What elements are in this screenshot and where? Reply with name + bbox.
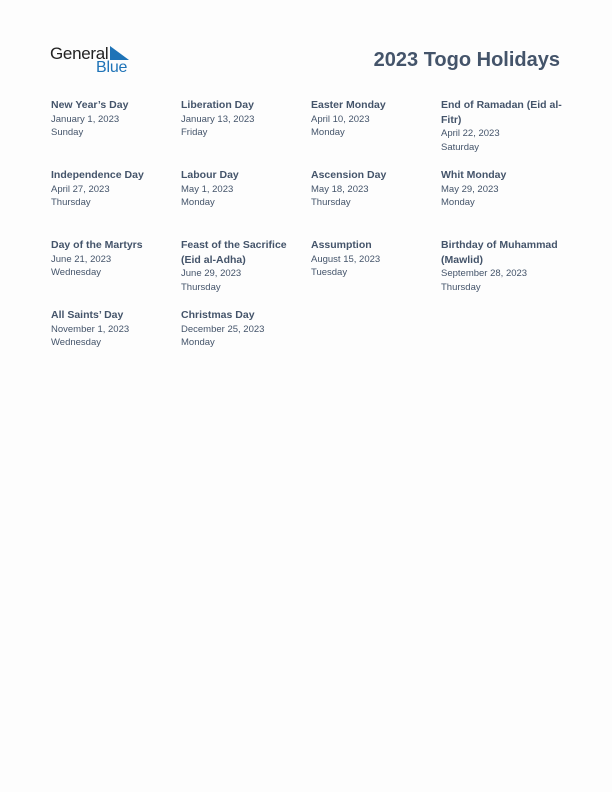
holiday-weekday: Thursday <box>311 197 351 208</box>
holiday-item <box>441 168 571 238</box>
holiday-weekday: Wednesday <box>51 267 101 278</box>
holiday-grid <box>51 98 571 378</box>
holiday-date: April 10, 2023 <box>311 113 370 125</box>
holiday-item <box>181 168 311 238</box>
holiday-weekday: Tuesday <box>311 267 348 278</box>
holiday-date: January 13, 2023 <box>181 113 255 125</box>
holiday-date: June 29, 2023 <box>181 268 242 279</box>
holiday-name: Labour Day <box>181 169 239 181</box>
holiday-date: December 25, 2023 <box>181 323 265 335</box>
holiday-item <box>311 98 441 168</box>
holiday-date: May 1, 2023 <box>181 183 234 195</box>
logo-word-blue: Blue <box>96 59 128 76</box>
holiday-weekday: Monday <box>311 127 345 138</box>
holiday-date: April 22, 2023 <box>441 128 500 139</box>
logo-word-general: General <box>50 44 109 63</box>
holiday-date: April 27, 2023 <box>51 183 110 195</box>
holiday-date: January 1, 2023 <box>51 113 120 125</box>
holiday-date: August 15, 2023 <box>311 253 381 265</box>
holiday-date: September 28, 2023 <box>441 268 528 279</box>
page-title: 2023 Togo Holidays <box>373 49 560 71</box>
holiday-item <box>181 308 311 378</box>
holiday-weekday: Thursday <box>51 197 91 208</box>
holiday-item <box>311 238 441 308</box>
holiday-date: May 18, 2023 <box>311 183 369 195</box>
holiday-item <box>51 238 181 308</box>
holiday-weekday: Thursday <box>441 281 481 293</box>
holiday-name: Feast of the Sacrifice (Eid al-Adha) <box>181 239 287 266</box>
holiday-name: Easter Monday <box>311 99 386 111</box>
holiday-item <box>311 168 441 238</box>
holiday-name: Independence Day <box>51 169 144 181</box>
holiday-item <box>441 238 571 308</box>
holiday-weekday: Monday <box>181 337 215 348</box>
holiday-item <box>181 238 311 308</box>
brand-logo <box>50 44 134 78</box>
holiday-item <box>51 168 181 238</box>
holiday-item <box>51 308 181 378</box>
holiday-name: Day of the Martyrs <box>51 239 143 251</box>
holiday-item <box>181 98 311 168</box>
holiday-weekday: Monday <box>441 197 475 208</box>
holiday-name: Birthday of Muhammad (Mawlid) <box>441 239 558 266</box>
holiday-date: May 29, 2023 <box>441 183 499 195</box>
holiday-item <box>441 98 571 168</box>
holiday-name: Liberation Day <box>181 99 254 111</box>
holiday-name: New Year’s Day <box>51 99 129 111</box>
holiday-name: Christmas Day <box>181 309 255 321</box>
holiday-name: Assumption <box>311 239 372 251</box>
holiday-weekday: Monday <box>181 197 215 208</box>
holiday-weekday: Friday <box>181 127 208 138</box>
holiday-date: November 1, 2023 <box>51 323 130 335</box>
holiday-weekday: Saturday <box>441 141 480 153</box>
holiday-weekday: Sunday <box>51 127 84 138</box>
holiday-name: All Saints’ Day <box>51 309 124 321</box>
holiday-date: June 21, 2023 <box>51 253 112 265</box>
holiday-name: End of Ramadan (Eid al-Fitr) <box>441 99 562 126</box>
holiday-weekday: Thursday <box>181 281 221 293</box>
holiday-item <box>51 98 181 168</box>
holiday-name: Ascension Day <box>311 169 387 181</box>
holiday-weekday: Wednesday <box>51 337 101 348</box>
holiday-name: Whit Monday <box>441 169 507 181</box>
